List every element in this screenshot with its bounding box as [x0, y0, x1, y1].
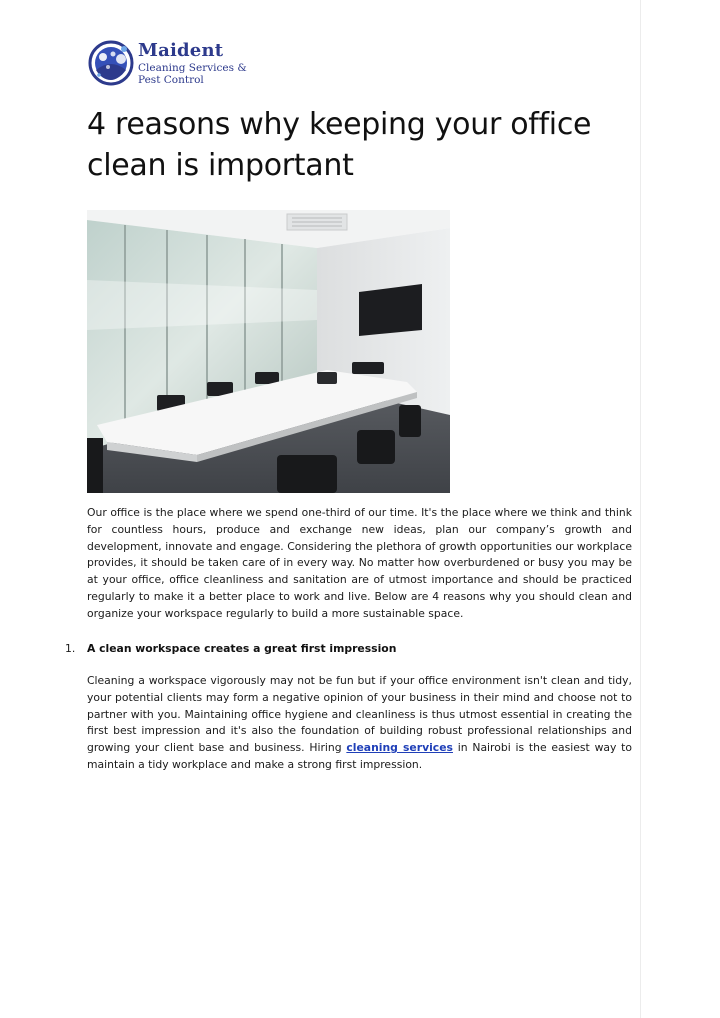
page-edge	[640, 0, 641, 1018]
section-paragraph	[87, 673, 632, 774]
cleaning-services-link[interactable]: cleaning services	[346, 741, 453, 755]
section-text-after-link: in Nairobi is the easiest way to maintain a tidy workplace and make a strong first impression.	[87, 741, 633, 771]
logo-subtitle-line1: Cleaning Services &	[138, 62, 247, 74]
company-logo[interactable]	[88, 40, 248, 90]
intro-paragraph: Our office is the place where we spend one-third of our time. It's the place where we think and think for countless hours, produce and exchange new ideas, plan our company’s growth and development, innovate and engage. Considering the plethora of growth opportunities our workplace provides, it should be taken care of in every way. No matter how overburdened or busy you may be at your office, office cleanliness and sanitation are of utmost importance and should be practiced regularly to make it a better place to work and live. Below are 4 reasons why you should clean and organize your workspace regularly to build a more sustainable space.	[87, 506, 632, 620]
section-text-before-link: Cleaning a workspace vigorously may not be fun but if your office environment isn't clean and tidy, your potential clients may form a negative opinion of your business in their mind and choose not to partner with you. Maintaining office hygiene and cleanliness is thus utmost essential in creating the first best impression and it's also the foundation of building robust professional relationships and growing your client base and business. Hiring	[87, 674, 632, 755]
page-title: 4 reasons why keeping your office clean is important	[87, 107, 592, 183]
logo-subtitle-line2: Pest Control	[138, 74, 204, 86]
section-number: 1.	[65, 642, 76, 655]
office-photo	[87, 210, 450, 493]
logo-emblem-icon	[88, 40, 134, 86]
section-heading: A clean workspace creates a great first impression	[87, 642, 397, 655]
logo-name: Maident	[138, 40, 224, 61]
